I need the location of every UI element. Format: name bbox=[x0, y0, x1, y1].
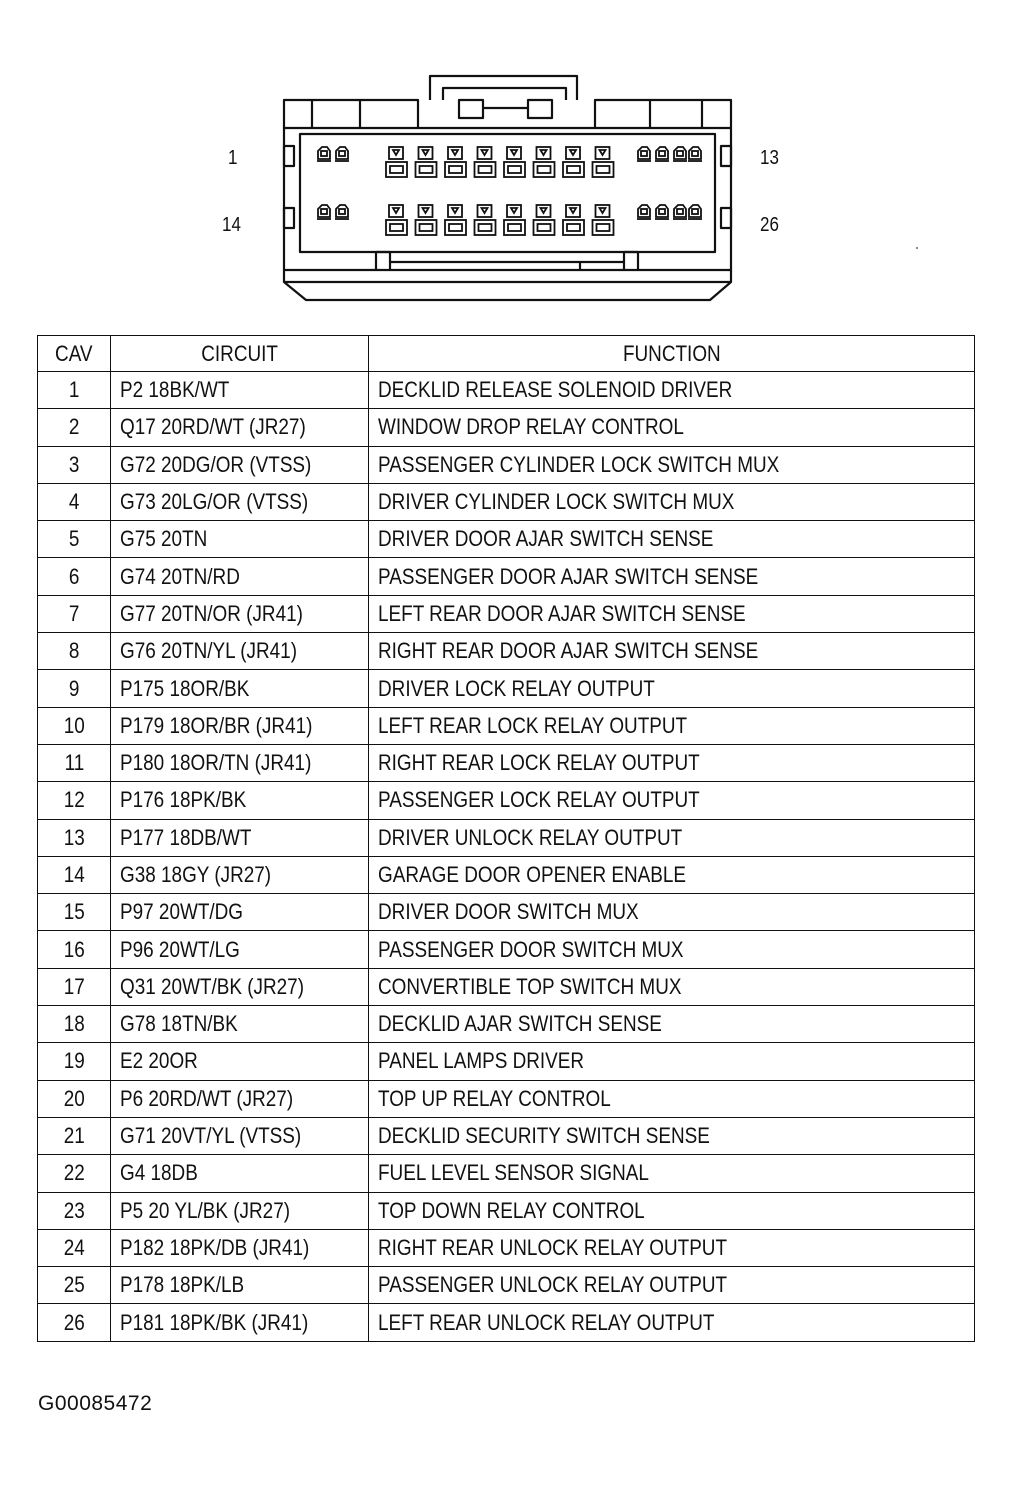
circuit-cell: Q31 20WT/BK (JR27) bbox=[111, 968, 369, 1005]
cavity-small bbox=[637, 147, 651, 161]
cav-cell: 9 bbox=[38, 670, 111, 707]
cav-cell: 16 bbox=[38, 931, 111, 968]
circuit-cell: G78 18TN/BK bbox=[111, 1006, 369, 1043]
function-cell: FUEL LEVEL SENSOR SIGNAL bbox=[369, 1155, 975, 1192]
cavity-small bbox=[335, 147, 349, 161]
cavity-small bbox=[317, 147, 331, 161]
table-row bbox=[38, 670, 975, 707]
table-row bbox=[38, 1192, 975, 1229]
cav-cell: 14 bbox=[38, 856, 111, 893]
circuit-cell: E2 20OR bbox=[111, 1043, 369, 1080]
function-cell: LEFT REAR LOCK RELAY OUTPUT bbox=[369, 707, 975, 744]
function-cell: GARAGE DOOR OPENER ENABLE bbox=[369, 856, 975, 893]
circuit-cell: P177 18DB/WT bbox=[111, 819, 369, 856]
function-cell: DRIVER DOOR AJAR SWITCH SENSE bbox=[369, 521, 975, 558]
function-cell: PANEL LAMPS DRIVER bbox=[369, 1043, 975, 1080]
cavity-large bbox=[593, 147, 614, 177]
circuit-cell: P181 18PK/BK (JR41) bbox=[111, 1304, 369, 1341]
table-row bbox=[38, 707, 975, 744]
cav-cell: 17 bbox=[38, 968, 111, 1005]
cavity-large bbox=[416, 205, 437, 235]
cavity-large bbox=[534, 205, 555, 235]
cavity-small bbox=[673, 205, 687, 219]
figure-code: G00085472 bbox=[38, 1392, 153, 1415]
table-row bbox=[38, 894, 975, 931]
table-row bbox=[38, 819, 975, 856]
table-row bbox=[38, 521, 975, 558]
cav-cell: 6 bbox=[38, 558, 111, 595]
circuit-cell: G4 18DB bbox=[111, 1155, 369, 1192]
cavity-small bbox=[637, 205, 651, 219]
table-row bbox=[38, 1006, 975, 1043]
circuit-cell: G73 20LG/OR (VTSS) bbox=[111, 483, 369, 520]
cavity-large bbox=[475, 205, 496, 235]
function-cell: CONVERTIBLE TOP SWITCH MUX bbox=[369, 968, 975, 1005]
circuit-cell: P175 18OR/BK bbox=[111, 670, 369, 707]
pinout-table bbox=[37, 335, 975, 1342]
table-row bbox=[38, 1304, 975, 1341]
circuit-cell: G74 20TN/RD bbox=[111, 558, 369, 595]
circuit-cell: G72 20DG/OR (VTSS) bbox=[111, 446, 369, 483]
header-function: FUNCTION bbox=[369, 336, 975, 372]
table-row bbox=[38, 1267, 975, 1304]
cav-cell: 22 bbox=[38, 1155, 111, 1192]
cavity-large bbox=[504, 205, 525, 235]
table-row bbox=[38, 446, 975, 483]
table-row bbox=[38, 595, 975, 632]
function-cell: DRIVER CYLINDER LOCK SWITCH MUX bbox=[369, 483, 975, 520]
cavity-large bbox=[445, 147, 466, 177]
cav-cell: 4 bbox=[38, 483, 111, 520]
pin-label-1: 1 bbox=[228, 147, 238, 169]
cavity-large bbox=[416, 147, 437, 177]
function-cell: LEFT REAR DOOR AJAR SWITCH SENSE bbox=[369, 595, 975, 632]
cavity-large bbox=[445, 205, 466, 235]
function-cell: DRIVER DOOR SWITCH MUX bbox=[369, 894, 975, 931]
cavity-small bbox=[688, 147, 702, 161]
table-row bbox=[38, 782, 975, 819]
function-cell: RIGHT REAR DOOR AJAR SWITCH SENSE bbox=[369, 633, 975, 670]
table-row bbox=[38, 409, 975, 446]
header-cav: CAV bbox=[38, 336, 111, 372]
cav-cell: 25 bbox=[38, 1267, 111, 1304]
cav-cell: 5 bbox=[38, 521, 111, 558]
cavity-small bbox=[673, 147, 687, 161]
circuit-cell: P5 20 YL/BK (JR27) bbox=[111, 1192, 369, 1229]
cav-cell: 1 bbox=[38, 372, 111, 409]
circuit-cell: G77 20TN/OR (JR41) bbox=[111, 595, 369, 632]
cav-cell: 2 bbox=[38, 409, 111, 446]
circuit-cell: G75 20TN bbox=[111, 521, 369, 558]
cav-cell: 26 bbox=[38, 1304, 111, 1341]
circuit-cell: P176 18PK/BK bbox=[111, 782, 369, 819]
cavity-small bbox=[688, 205, 702, 219]
function-cell: DECKLID SECURITY SWITCH SENSE bbox=[369, 1117, 975, 1154]
function-cell: RIGHT REAR UNLOCK RELAY OUTPUT bbox=[369, 1229, 975, 1266]
circuit-cell: P2 18BK/WT bbox=[111, 372, 369, 409]
cavity-large bbox=[534, 147, 555, 177]
table-row bbox=[38, 633, 975, 670]
cav-cell: 12 bbox=[38, 782, 111, 819]
cavity-large bbox=[593, 205, 614, 235]
function-cell: DECKLID RELEASE SOLENOID DRIVER bbox=[369, 372, 975, 409]
function-cell: DRIVER UNLOCK RELAY OUTPUT bbox=[369, 819, 975, 856]
circuit-cell: P178 18PK/LB bbox=[111, 1267, 369, 1304]
table-row bbox=[38, 1080, 975, 1117]
circuit-cell: P180 18OR/TN (JR41) bbox=[111, 744, 369, 781]
cavity-large bbox=[563, 147, 584, 177]
cav-cell: 24 bbox=[38, 1229, 111, 1266]
table-row bbox=[38, 1229, 975, 1266]
cavity-large bbox=[475, 147, 496, 177]
table-row bbox=[38, 856, 975, 893]
table-row bbox=[38, 1043, 975, 1080]
pinout-table-body bbox=[38, 372, 975, 1342]
cavity-small bbox=[335, 205, 349, 219]
function-cell: TOP DOWN RELAY CONTROL bbox=[369, 1192, 975, 1229]
circuit-cell: G71 20VT/YL (VTSS) bbox=[111, 1117, 369, 1154]
function-cell: RIGHT REAR LOCK RELAY OUTPUT bbox=[369, 744, 975, 781]
cav-cell: 3 bbox=[38, 446, 111, 483]
table-row bbox=[38, 968, 975, 1005]
connector-face-diagram bbox=[0, 0, 1012, 320]
cav-cell: 7 bbox=[38, 595, 111, 632]
function-cell: PASSENGER CYLINDER LOCK SWITCH MUX bbox=[369, 446, 975, 483]
cav-cell: 11 bbox=[38, 744, 111, 781]
circuit-cell: P6 20RD/WT (JR27) bbox=[111, 1080, 369, 1117]
header-circuit: CIRCUIT bbox=[111, 336, 369, 372]
function-cell: WINDOW DROP RELAY CONTROL bbox=[369, 409, 975, 446]
cavity-large bbox=[386, 205, 407, 235]
cav-cell: 19 bbox=[38, 1043, 111, 1080]
table-row bbox=[38, 1117, 975, 1154]
pin-label-13: 13 bbox=[760, 147, 779, 169]
pin-label-14: 14 bbox=[222, 214, 241, 236]
cav-cell: 13 bbox=[38, 819, 111, 856]
cavity-small bbox=[317, 205, 331, 219]
table-row bbox=[38, 372, 975, 409]
cavity-small bbox=[655, 147, 669, 161]
circuit-cell: P182 18PK/DB (JR41) bbox=[111, 1229, 369, 1266]
table-row bbox=[38, 483, 975, 520]
cavity-large bbox=[386, 147, 407, 177]
function-cell: TOP UP RELAY CONTROL bbox=[369, 1080, 975, 1117]
cav-cell: 21 bbox=[38, 1117, 111, 1154]
cav-cell: 20 bbox=[38, 1080, 111, 1117]
circuit-cell: P97 20WT/DG bbox=[111, 894, 369, 931]
table-row bbox=[38, 1155, 975, 1192]
circuit-cell: G38 18GY (JR27) bbox=[111, 856, 369, 893]
function-cell: PASSENGER LOCK RELAY OUTPUT bbox=[369, 782, 975, 819]
function-cell: PASSENGER DOOR SWITCH MUX bbox=[369, 931, 975, 968]
function-cell: DRIVER LOCK RELAY OUTPUT bbox=[369, 670, 975, 707]
cav-cell: 8 bbox=[38, 633, 111, 670]
table-row bbox=[38, 931, 975, 968]
pin-label-26: 26 bbox=[760, 214, 779, 236]
cav-cell: 23 bbox=[38, 1192, 111, 1229]
table-row bbox=[38, 744, 975, 781]
cavity-array bbox=[317, 147, 702, 235]
function-cell: PASSENGER UNLOCK RELAY OUTPUT bbox=[369, 1267, 975, 1304]
circuit-cell: P96 20WT/LG bbox=[111, 931, 369, 968]
table-row bbox=[38, 558, 975, 595]
cavity-large bbox=[563, 205, 584, 235]
function-cell: PASSENGER DOOR AJAR SWITCH SENSE bbox=[369, 558, 975, 595]
speck-decoration bbox=[916, 247, 918, 249]
cav-cell: 15 bbox=[38, 894, 111, 931]
circuit-cell: Q17 20RD/WT (JR27) bbox=[111, 409, 369, 446]
cav-cell: 18 bbox=[38, 1006, 111, 1043]
function-cell: DECKLID AJAR SWITCH SENSE bbox=[369, 1006, 975, 1043]
cav-cell: 10 bbox=[38, 707, 111, 744]
circuit-cell: G76 20TN/YL (JR41) bbox=[111, 633, 369, 670]
table-header-row bbox=[38, 336, 975, 372]
cavity-large bbox=[504, 147, 525, 177]
cavity-small bbox=[655, 205, 669, 219]
function-cell: LEFT REAR UNLOCK RELAY OUTPUT bbox=[369, 1304, 975, 1341]
circuit-cell: P179 18OR/BR (JR41) bbox=[111, 707, 369, 744]
